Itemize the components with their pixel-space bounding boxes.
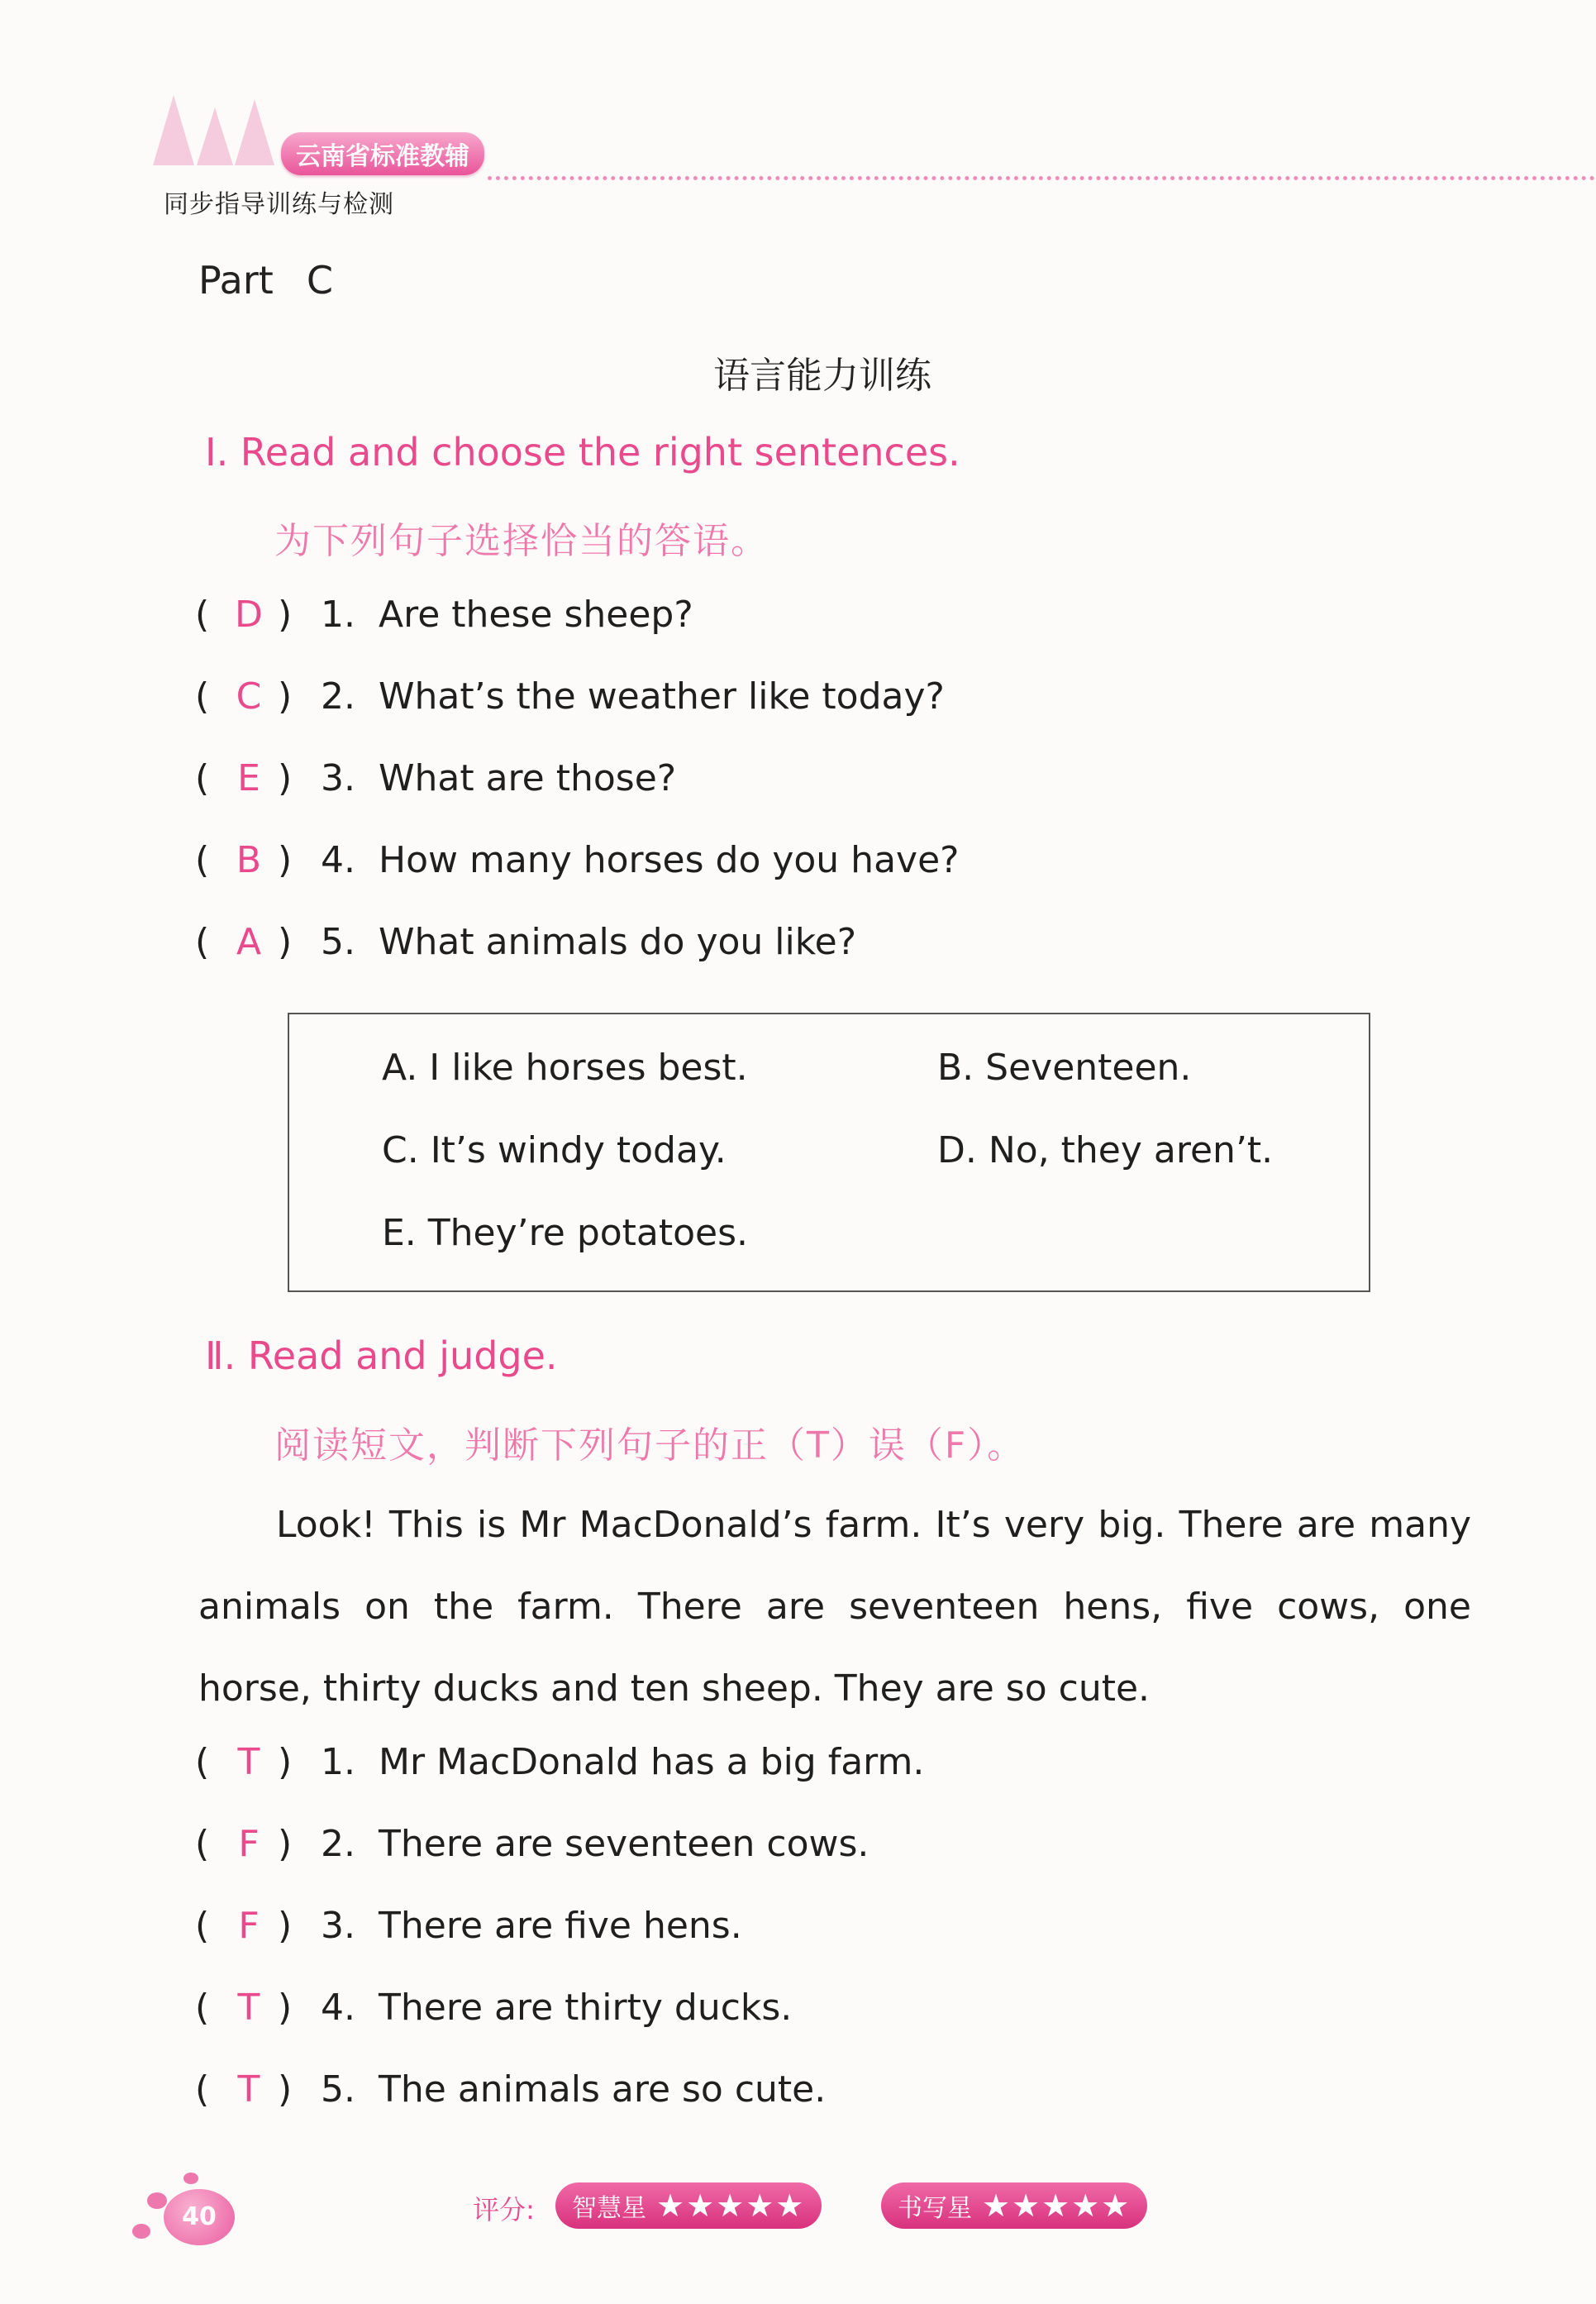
question-text: Mr MacDonald has a big farm. — [379, 1741, 925, 1783]
answer: F — [238, 1905, 260, 1947]
question-text: There are thirty ducks. — [379, 1987, 793, 2029]
section1-title: Ⅰ. Read and choose the right sentences. — [205, 430, 960, 475]
header-subtitle: 同步指导训练与检测 — [164, 190, 394, 219]
part-title — [198, 258, 366, 303]
section1-subtitle: 为下列句子选择恰当的答语。 — [274, 520, 769, 562]
star-rating-icon: ★★★★★ — [656, 2187, 806, 2224]
writing-star-badge — [881, 2182, 1147, 2229]
section2-question: ( F ) 3. There are five hens. — [195, 1905, 742, 1947]
section1-question: ( D ) 1. Are these sheep? — [195, 594, 693, 636]
option-e: E. They’re potatoes. — [382, 1212, 749, 1254]
question-text: What are those? — [379, 757, 677, 799]
option-a: A. I like horses best. — [382, 1047, 748, 1089]
option-b: B. Seventeen. — [937, 1047, 1192, 1089]
reading-passage: Look! This is Mr MacDonald’s farm. It’s very big. There are many animals on the farm. There are seventeen hens, five cows, one horse, thirty ducks and ten sheep. They are so cute. — [198, 1504, 1471, 1710]
paw-dot-icon — [132, 2224, 150, 2239]
section2-title: Ⅱ. Read and judge. — [205, 1333, 558, 1378]
answer: T — [237, 1741, 260, 1783]
question-text: What animals do you like? — [379, 921, 857, 963]
question-text: The animals are so cute. — [379, 2068, 827, 2111]
answer: C — [236, 675, 262, 718]
section2-question: ( T ) 4. There are thirty ducks. — [195, 1987, 793, 2029]
option-c: C. It’s windy today. — [382, 1129, 727, 1171]
section2-question: ( T ) 5. The animals are so cute. — [195, 2068, 827, 2111]
badge-label: 书写星 — [898, 2194, 972, 2223]
question-text: There are seventeen cows. — [379, 1823, 869, 1865]
answer: D — [235, 594, 263, 636]
section-heading: 语言能力训练 — [713, 355, 931, 397]
paw-dot-icon — [183, 2173, 198, 2184]
section1-question: ( C ) 2. What’s the weather like today? — [195, 675, 945, 718]
paw-dot-icon — [147, 2192, 167, 2209]
brand-badge: 云南省标准教辅 — [281, 132, 484, 175]
star-rating-icon: ★★★★★ — [982, 2187, 1131, 2224]
answer: T — [237, 1987, 260, 2029]
section2-question: ( F ) 2. There are seventeen cows. — [195, 1823, 869, 1865]
answer: A — [236, 921, 262, 963]
section1-question: ( B ) 4. How many horses do you have? — [195, 839, 960, 881]
answer: E — [237, 757, 260, 799]
question-text: Are these sheep? — [379, 594, 693, 636]
question-text: What’s the weather like today? — [379, 675, 945, 718]
question-text: There are five hens. — [379, 1905, 742, 1947]
section1-question: ( A ) 5. What animals do you like? — [195, 921, 857, 963]
part-letter: C — [306, 258, 333, 303]
header-dotted-line — [488, 176, 1595, 180]
badge-label: 智慧星 — [572, 2194, 646, 2223]
page-number: 40 — [164, 2189, 235, 2245]
wisdom-star-badge — [555, 2182, 822, 2229]
option-d: D. No, they aren’t. — [937, 1129, 1274, 1171]
answer: B — [236, 839, 262, 881]
score-label: 评分: — [473, 2194, 535, 2225]
question-text: How many horses do you have? — [379, 839, 960, 881]
answer: F — [238, 1823, 260, 1865]
section2-subtitle: 阅读短文，判断下列句子的正（T）误（F）。 — [274, 1424, 1026, 1467]
tree-decoration-icon — [149, 87, 289, 178]
part-label: Part — [198, 258, 274, 303]
answer: T — [237, 2068, 260, 2111]
section1-question: ( E ) 3. What are those? — [195, 757, 677, 799]
section2-question: ( T ) 1. Mr MacDonald has a big farm. — [195, 1741, 925, 1783]
